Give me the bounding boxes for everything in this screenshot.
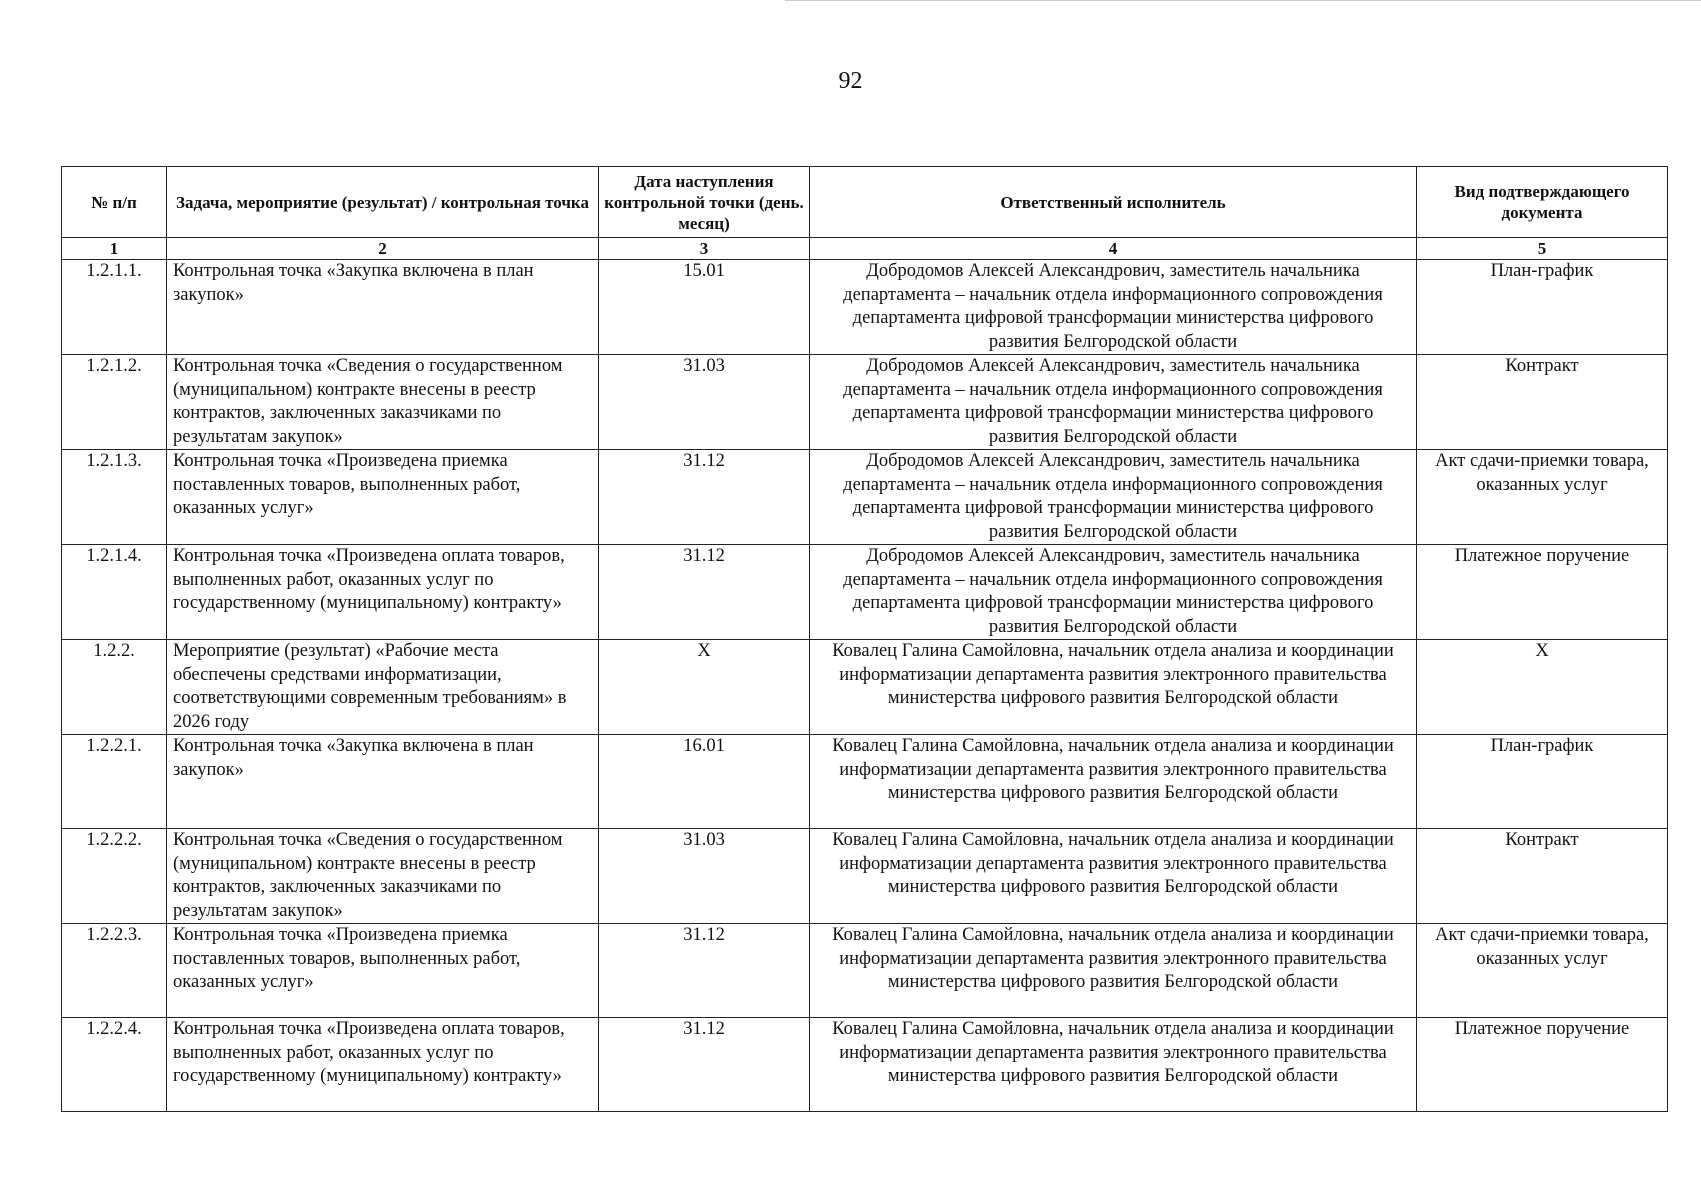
header-document: Вид подтверждающего документа xyxy=(1417,167,1668,238)
row-document: Платежное поручение xyxy=(1417,1018,1668,1112)
row-task: Мероприятие (результат) «Рабочие места обеспечены средствами информатизации, соответствующими современным требованиям» в 2026 году xyxy=(167,640,599,735)
row-document: Акт сдачи-приемки товара, оказанных услуг xyxy=(1417,924,1668,1018)
row-task: Контрольная точка «Закупка включена в план закупок» xyxy=(167,260,599,355)
row-executor: Добродомов Алексей Александрович, заместитель начальника департамента – начальник отдела информационного сопровождения департамента цифровой трансформации министерства цифрового развития Белгородской области xyxy=(810,355,1417,450)
table-row xyxy=(62,829,1668,924)
row-document: План-график xyxy=(1417,735,1668,829)
scan-top-edge-line xyxy=(785,0,1701,2)
row-executor: Добродомов Алексей Александрович, заместитель начальника департамента – начальник отдела информационного сопровождения департамента цифровой трансформации министерства цифрового развития Белгородской области xyxy=(810,545,1417,640)
table-row xyxy=(62,735,1668,829)
row-task: Контрольная точка «Произведена приемка поставленных товаров, выполненных работ, оказанных услуг» xyxy=(167,450,599,545)
row-executor: Ковалец Галина Самойловна, начальник отдела анализа и координации информатизации департамента развития электронного правительства министерства цифрового развития Белгородской области xyxy=(810,640,1417,735)
row-executor: Ковалец Галина Самойловна, начальник отдела анализа и координации информатизации департамента развития электронного правительства министерства цифрового развития Белгородской области xyxy=(810,829,1417,924)
row-executor: Ковалец Галина Самойловна, начальник отдела анализа и координации информатизации департамента развития электронного правительства министерства цифрового развития Белгородской области xyxy=(810,735,1417,829)
header-executor: Ответственный исполнитель xyxy=(810,167,1417,238)
row-date: 16.01 xyxy=(599,735,810,829)
header-task: Задача, мероприятие (результат) / контрольная точка xyxy=(167,167,599,238)
table-row xyxy=(62,640,1668,735)
table-row xyxy=(62,545,1668,640)
column-number-5: 5 xyxy=(1417,238,1668,260)
row-number: 1.2.2.1. xyxy=(62,735,167,829)
row-task: Контрольная точка «Произведена приемка поставленных товаров, выполненных работ, оказанных услуг» xyxy=(167,924,599,1018)
row-document: Контракт xyxy=(1417,355,1668,450)
row-number: 1.2.2. xyxy=(62,640,167,735)
column-number-2: 2 xyxy=(167,238,599,260)
row-document: Акт сдачи-приемки товара, оказанных услуг xyxy=(1417,450,1668,545)
row-number: 1.2.1.4. xyxy=(62,545,167,640)
row-date: 31.12 xyxy=(599,450,810,545)
row-task: Контрольная точка «Произведена оплата товаров, выполненных работ, оказанных услуг по государственному (муниципальному) контракту» xyxy=(167,1018,599,1112)
table-row xyxy=(62,260,1668,355)
row-date: 31.12 xyxy=(599,545,810,640)
row-date: 31.03 xyxy=(599,355,810,450)
row-number: 1.2.1.3. xyxy=(62,450,167,545)
column-number-3: 3 xyxy=(599,238,810,260)
row-number: 1.2.2.2. xyxy=(62,829,167,924)
table-row xyxy=(62,1018,1668,1112)
row-executor: Ковалец Галина Самойловна, начальник отдела анализа и координации информатизации департамента развития электронного правительства министерства цифрового развития Белгородской области xyxy=(810,924,1417,1018)
row-date: 15.01 xyxy=(599,260,810,355)
table-row xyxy=(62,355,1668,450)
row-number: 1.2.2.3. xyxy=(62,924,167,1018)
row-document: Платежное поручение xyxy=(1417,545,1668,640)
row-date: 31.03 xyxy=(599,829,810,924)
control-points-table xyxy=(61,166,1668,1112)
row-executor: Ковалец Галина Самойловна, начальник отдела анализа и координации информатизации департамента развития электронного правительства министерства цифрового развития Белгородской области xyxy=(810,1018,1417,1112)
header-number: № п/п xyxy=(62,167,167,238)
page-number: 92 xyxy=(838,68,863,94)
row-executor: Добродомов Алексей Александрович, заместитель начальника департамента – начальник отдела информационного сопровождения департамента цифровой трансформации министерства цифрового развития Белгородской области xyxy=(810,260,1417,355)
row-task: Контрольная точка «Сведения о государственном (муниципальном) контракте внесены в реестр контрактов, заключенных заказчиками по результатам закупок» xyxy=(167,829,599,924)
row-task: Контрольная точка «Произведена оплата товаров, выполненных работ, оказанных услуг по государственному (муниципальному) контракту» xyxy=(167,545,599,640)
row-task: Контрольная точка «Сведения о государственном (муниципальном) контракте внесены в реестр контрактов, заключенных заказчиками по результатам закупок» xyxy=(167,355,599,450)
header-date: Дата наступления контрольной точки (день. месяц) xyxy=(599,167,810,238)
row-executor: Добродомов Алексей Александрович, заместитель начальника департамента – начальник отдела информационного сопровождения департамента цифровой трансформации министерства цифрового развития Белгородской области xyxy=(810,450,1417,545)
column-number-1: 1 xyxy=(62,238,167,260)
row-date: 31.12 xyxy=(599,1018,810,1112)
row-document: План-график xyxy=(1417,260,1668,355)
row-date: 31.12 xyxy=(599,924,810,1018)
row-document: Контракт xyxy=(1417,829,1668,924)
column-number-row xyxy=(62,238,1668,260)
row-number: 1.2.1.1. xyxy=(62,260,167,355)
column-number-4: 4 xyxy=(810,238,1417,260)
row-document: Х xyxy=(1417,640,1668,735)
row-number: 1.2.1.2. xyxy=(62,355,167,450)
row-date: Х xyxy=(599,640,810,735)
row-task: Контрольная точка «Закупка включена в план закупок» xyxy=(167,735,599,829)
row-number: 1.2.2.4. xyxy=(62,1018,167,1112)
table-row xyxy=(62,924,1668,1018)
table-row xyxy=(62,450,1668,545)
table-header-row xyxy=(62,167,1668,238)
